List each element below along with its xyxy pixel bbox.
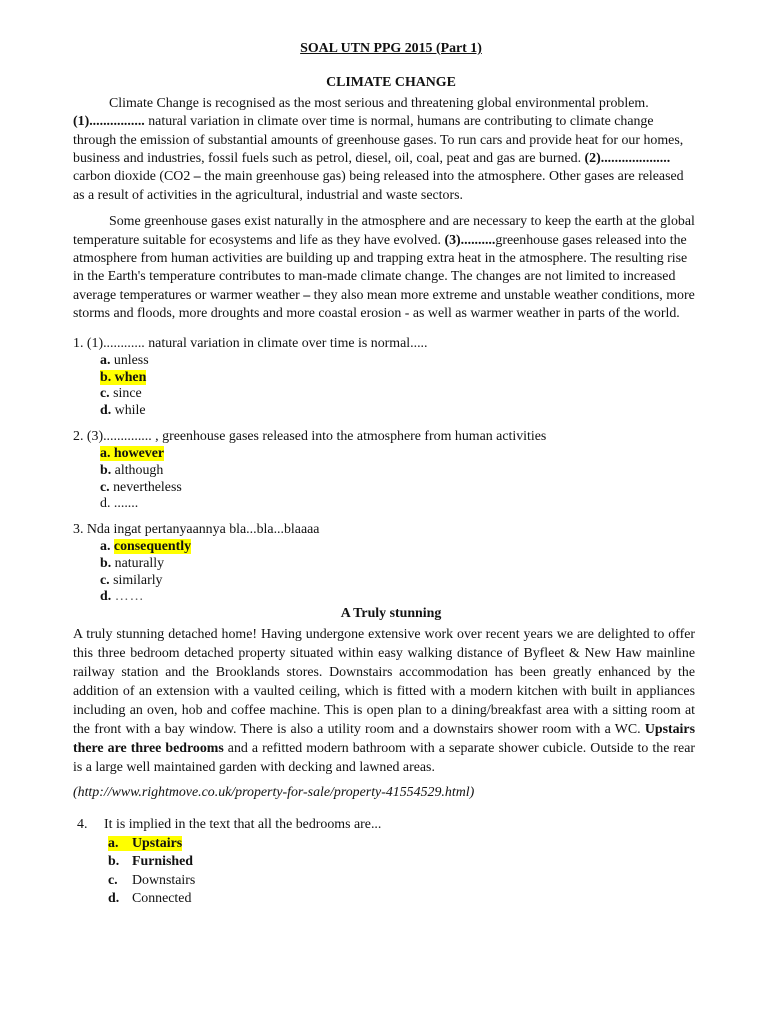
passage-2-body: A truly stunning detached home! Having undergone extensive work over recent years we are delighted to offer this three bedroom detached property situated within easy walking distance of Byfleet & New Haw mainline railway station and the Brooklands stores. Downstairs accommodation has been greatly enhanced by the addition of an extension with a vaulted ceiling, which is fitted with a modern kitchen with built in appliances including an oven, hob and coffee machine. This is open plan to a dining/breakfast area with a sitting room at the front with a bay window. There is also a utility room and a downstairs shower room with a WC. Upstairs there are three bedrooms and a refitted modern bathroom with a separate shower cubicle. Outside to the rear is a large well maintained garden with decking and lawned areas. xyxy=(73,627,695,775)
question-4 xyxy=(73,816,695,908)
document-title: SOAL UTN PPG 2015 (Part 1) xyxy=(300,41,482,56)
answer-options xyxy=(77,835,695,908)
answer-options xyxy=(73,353,695,420)
question-stem: 2. (3).............. , greenhouse gases released into the atmosphere from human activities xyxy=(73,428,547,444)
option-c[interactable]: c. nevertheless xyxy=(100,479,182,495)
option-a-highlighted[interactable]: a. however xyxy=(100,446,165,462)
source-citation: (http://www.rightmove.co.uk/property-for-sale/property-41554529.html) xyxy=(73,785,475,801)
option-b[interactable]: b. although xyxy=(100,462,164,478)
option-d[interactable]: d. …… xyxy=(100,589,145,605)
option-c[interactable]: c. Downstairs xyxy=(108,872,196,888)
passage-2-title: A Truly stunning xyxy=(340,606,442,622)
question-stem: 1. (1)............ natural variation in climate over time is normal..... xyxy=(73,335,428,351)
option-b-highlighted[interactable]: b. when xyxy=(100,369,147,385)
option-c[interactable]: c. since xyxy=(100,386,142,402)
option-b[interactable]: b. Furnished xyxy=(108,854,193,870)
question-3 xyxy=(73,521,695,606)
option-a-highlighted[interactable]: a. consequently xyxy=(100,539,192,555)
option-d[interactable]: d. while xyxy=(100,403,146,419)
question-1 xyxy=(73,335,695,420)
passage-paragraph-1: Climate Change is recognised as the most serious and threatening global environmental problem. (1)................ natural variation in climate over time is normal, humans are contributing to climate change through the emission of substantial amounts of greenhouse gases. To run cars and provide heat for our homes, business and industries, fossil fuels such as petrol, diesel, oil, coal, peat and gas are burned. (2).................... carbon dioxide (CO2 – the main greenhouse gas) being released into the atmosphere. Other gases are released as a result of activities in the agricultural, industrial and waste sectors. xyxy=(73,95,684,203)
question-stem: 3. Nda ingat pertanyaannya bla...bla...blaaaa xyxy=(73,522,320,537)
option-c[interactable]: c. similarly xyxy=(100,572,163,588)
answer-options xyxy=(73,539,695,606)
question-stem: 4. It is implied in the text that all the bedrooms are... xyxy=(77,816,382,832)
option-b[interactable]: b. naturally xyxy=(100,556,165,572)
passage-paragraph-2: Some greenhouse gases exist naturally in the atmosphere and are necessary to keep the earth at the global temperature suitable for ecosystems and life as they have evolved. (3)..........greenhouse gases released into the atmosphere from human activities are building up and trapping extra heat in the atmosphere. The resulting rise in the Earth's temperature contributes to man-made climate change. The changes are not limited to increased average temperatures or warmer weather – they also mean more extreme and unstable weather conditions, more storms and floods, more droughts and more coastal erosion - as well as warmer weather in parts of the world. xyxy=(73,214,695,322)
option-a-highlighted[interactable]: a. Upstairs xyxy=(108,836,183,852)
option-a[interactable]: a. unless xyxy=(100,353,149,369)
answer-options xyxy=(73,446,695,513)
option-d[interactable]: d. ....... xyxy=(100,496,139,512)
option-d[interactable]: d. Connected xyxy=(108,890,192,906)
section-title: CLIMATE CHANGE xyxy=(326,75,456,91)
question-2 xyxy=(73,428,695,513)
document-page xyxy=(73,40,695,908)
